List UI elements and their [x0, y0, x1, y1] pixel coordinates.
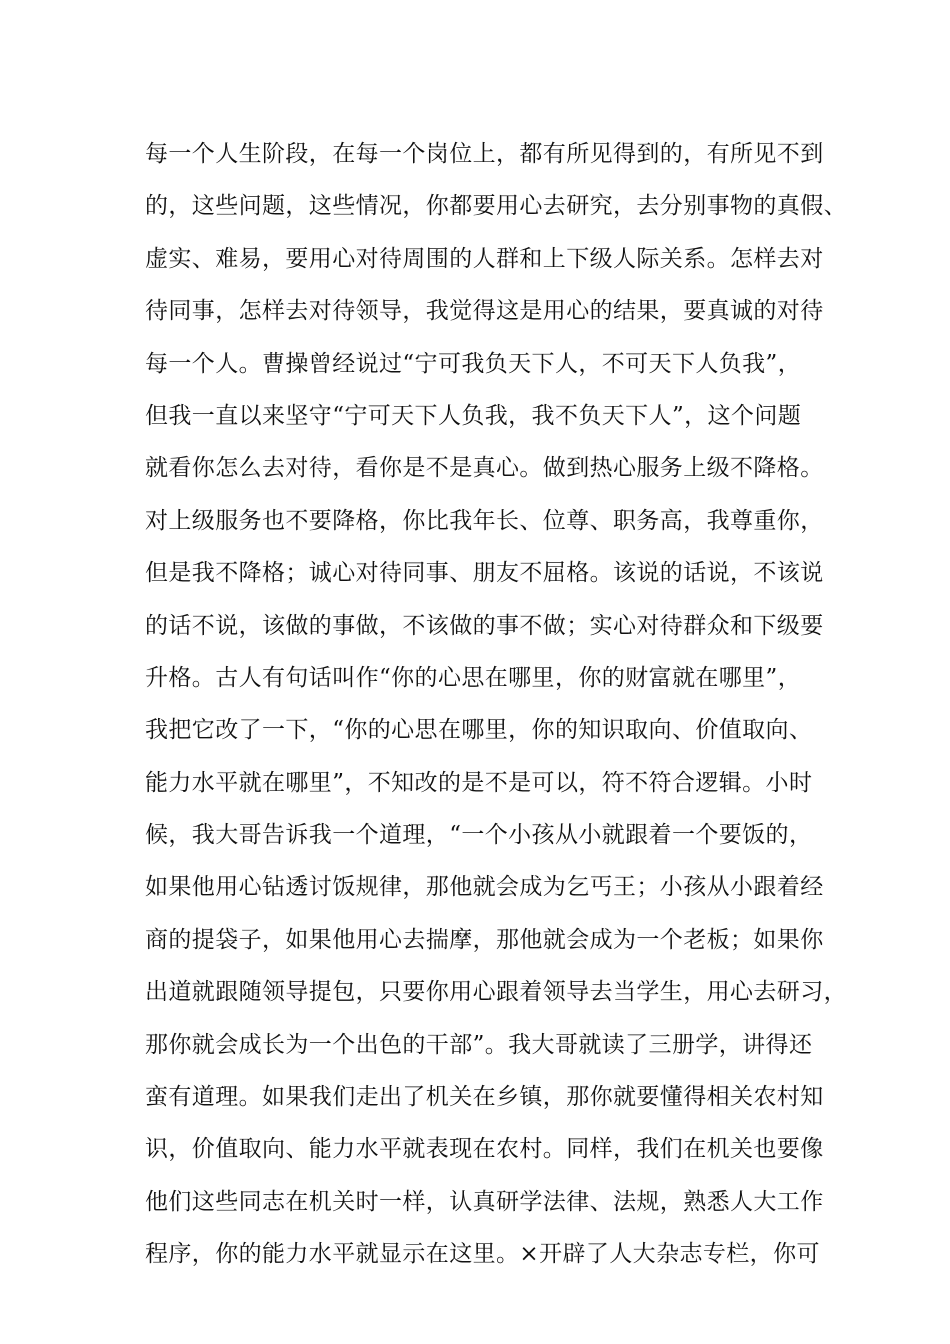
- text-line: 的话不说，该做的事做，不该做的事不做；实心对待群众和下级要: [145, 612, 824, 639]
- text-line: 就看你怎么去对待，看你是不是真心。做到热心服务上级不降格。: [145, 455, 824, 482]
- text-line: 能力水平就在哪里”，不知改的是不是可以，符不符合逻辑。小时: [145, 769, 813, 796]
- text-line: 但是我不降格；诚心对待同事、朋友不屈格。该说的话说，不该说: [145, 560, 824, 587]
- text-line: 每一个人。曹操曾经说过“宁可我负天下人，不可天下人负我”，: [145, 350, 802, 377]
- text-line: 他们这些同志在机关时一样，认真研学法律、法规，熟悉人大工作: [145, 1188, 824, 1215]
- text-line: 那你就会成长为一个出色的干部”。我大哥就读了三册学，讲得还: [145, 1031, 813, 1058]
- text-line: 虚实、难易，要用心对待周围的人群和上下级人际关系。怎样去对: [145, 245, 824, 272]
- text-line: 每一个人生阶段，在每一个岗位上，都有所见得到的，有所见不到: [145, 141, 824, 167]
- text-line: 我把它改了一下，“你的心思在哪里，你的知识取向、价值取向、: [145, 717, 813, 744]
- body-text: [145, 128, 847, 1281]
- text-line: 对上级服务也不要降格，你比我年长、位尊、职务高，我尊重你，: [145, 507, 824, 534]
- text-line: 蛮有道理。如果我们走出了机关在乡镇，那你就要懂得相关农村知: [145, 1084, 824, 1111]
- text-line: 商的提袋子，如果他用心去揣摩，那他就会成为一个老板；如果你: [145, 926, 824, 953]
- text-line: 候，我大哥告诉我一个道理，“一个小孩从小就跟着一个要饭的，: [145, 822, 813, 849]
- text-line: 程序，你的能力水平就显示在这里。×开辟了人大杂志专栏，你可: [145, 1241, 820, 1268]
- text-line: 出道就跟随领导提包，只要你用心跟着领导去当学生，用心去研习，: [145, 979, 847, 1006]
- text-line: 的，这些问题，这些情况，你都要用心去研究，去分别事物的真假、: [145, 193, 847, 220]
- text-line: 如果他用心钻透讨饭规律，那他就会成为乞丐王；小孩从小跟着经: [145, 874, 824, 901]
- text-line: 识，价值取向、能力水平就表现在农村。同样，我们在机关也要像: [145, 1136, 824, 1163]
- text-line: 但我一直以来坚守“宁可天下人负我，我不负天下人”，这个问题: [145, 402, 802, 429]
- text-line: 待同事，怎样去对待领导，我觉得这是用心的结果，要真诚的对待: [145, 298, 824, 325]
- text-line: 升格。古人有句话叫作“你的心思在哪里，你的财富就在哪里”，: [145, 664, 802, 691]
